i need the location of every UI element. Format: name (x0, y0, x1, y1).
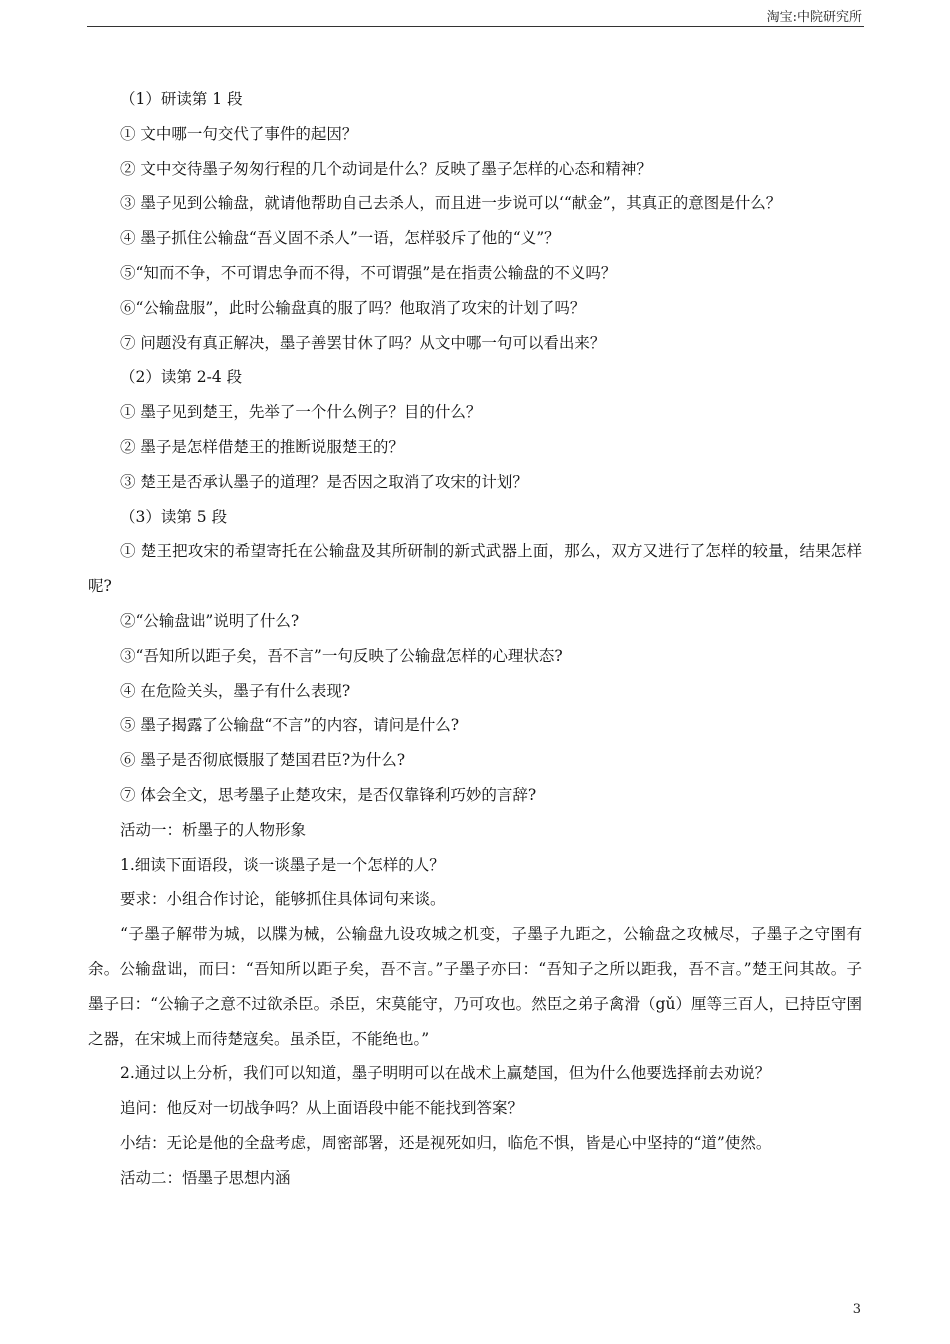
question-line: ① 墨子见到楚王，先举了一个什么例子？目的什么？ (120, 403, 482, 422)
document-body (88, 87, 862, 1201)
question-line: ②“公输盘诎”说明了什么? (120, 611, 300, 630)
question-line: ④ 在危险关头，墨子有什么表现? (120, 681, 351, 700)
question-line: ⑥ 墨子是否彻底慑服了楚国君臣?为什么? (120, 751, 406, 770)
question-line: ⑥“公输盘服”，此时公输盘真的服了吗？他取消了攻宋的计划了吗？ (120, 298, 586, 317)
question-line: ① 文中哪一句交代了事件的起因？ (120, 124, 358, 143)
question-line: ⑤ 墨子揭露了公输盘“不言”的内容，请问是什么? (120, 716, 460, 735)
activity-heading: 活动一：析墨子的人物形象 (120, 820, 307, 839)
question-line: ⑦ 问题没有真正解决，墨子善罢甘休了吗？从文中哪一句可以看出来？ (120, 333, 606, 352)
question-line: ③ 楚王是否承认墨子的道理？是否因之取消了攻宋的计划？ (120, 472, 528, 491)
question-line: ③ 墨子见到公输盘，就请他帮助自己去杀人，而且进一步说可以‘“献金”，其真正的意图是什么？ (120, 194, 782, 213)
question-line: ② 文中交待墨子匆匆行程的几个动词是什么？反映了墨子怎样的心态和精神？ (120, 159, 652, 178)
question-line: ③“吾知所以距子矣，吾不言”一句反映了公输盘怎样的心理状态? (120, 646, 563, 665)
question-line: ② 墨子是怎样借楚王的推断说服楚王的？ (120, 437, 404, 456)
page-number: 3 (852, 1302, 861, 1317)
question-line: ⑦ 体会全文，思考墨子止楚攻宋，是否仅靠锋利巧妙的言辞? (120, 785, 537, 804)
task-line: 2.通过以上分析，我们可以知道，墨子明明可以在战术上赢楚国，但为什么他要选择前去劝说？ (120, 1064, 771, 1083)
quote-paragraph: “子墨子解带为城，以牒为械，公输盘九设攻城之机变，子墨子九距之，公输盘之攻械尽，子墨子之守圉有余。公输盘诎，而曰：“吾知所以距子矣，吾不言。”子墨子亦曰：“吾知子之所以距我，吾不言。”楚王问其故。子墨子曰：“公输子之意不过欲杀臣。杀臣，宋莫能守，乃可攻也。然臣之弟子禽滑（gǔ）厘等三百人，已持臣守圉之器，在宋城上而待楚寇矣。虽杀臣，不能绝也。” (88, 925, 862, 1048)
section-heading-1: （1）研读第 1 段 (120, 90, 243, 108)
activity-heading: 活动二：悟墨子思想内涵 (120, 1168, 291, 1187)
requirement-line: 要求：小组合作讨论，能够抓住具体词句来谈。 (120, 890, 446, 909)
question-line: ⑤“知而不争，不可谓忠争而不得，不可谓强”是在指责公输盘的不义吗？ (120, 263, 617, 282)
summary-line: 小结：无论是他的全盘考虑，周密部署，还是视死如归，临危不惧，皆是心中坚持的“道”使然。 (120, 1133, 772, 1152)
follow-up-line: 追问：他反对一切战争吗？从上面语段中能不能找到答案？ (120, 1099, 524, 1118)
header-rule (87, 26, 864, 27)
task-line: 1.细读下面语段，谈一谈墨子是一个怎样的人？ (120, 855, 445, 874)
header-text: 淘宝:中院研究所 (766, 10, 862, 25)
section-heading-3: （3）读第 5 段 (120, 507, 228, 526)
question-line: ④ 墨子抓住公输盘“吾义固不杀人”一语，怎样驳斥了他的“义”？ (120, 229, 560, 248)
question-paragraph: ① 楚王把攻宋的希望寄托在公输盘及其所研制的新式武器上面，那么，双方又进行了怎样的较量，结果怎样呢? (88, 542, 862, 596)
section-heading-2: （2）读第 2-4 段 (120, 368, 243, 387)
